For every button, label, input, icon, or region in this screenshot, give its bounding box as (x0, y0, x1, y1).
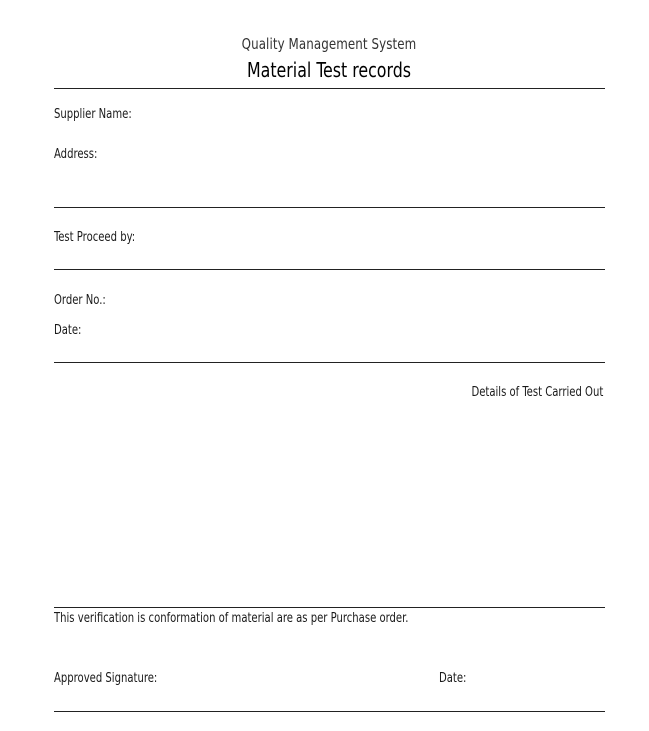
order-section-divider (54, 362, 605, 363)
footer-divider (54, 711, 605, 712)
document-subtitle: Quality Management System (241, 35, 417, 53)
address-label: Address: (54, 147, 98, 162)
order-number-label: Order No.: (54, 293, 106, 308)
header-divider (54, 88, 605, 89)
document-title: Material Test records (246, 58, 412, 82)
supplier-section-divider (54, 207, 605, 208)
approval-date-label: Date: (439, 671, 467, 686)
test-details-heading: Details of Test Carried Out (471, 385, 603, 400)
verification-statement: This verification is conformation of material are as per Purchase order. (54, 611, 409, 626)
test-section-divider (54, 269, 605, 270)
order-date-label: Date: (54, 323, 82, 338)
supplier-name-label: Supplier Name: (54, 107, 132, 122)
details-section-divider (54, 607, 605, 608)
test-proceed-by-label: Test Proceed by: (54, 230, 136, 245)
approved-signature-label: Approved Signature: (54, 671, 158, 686)
